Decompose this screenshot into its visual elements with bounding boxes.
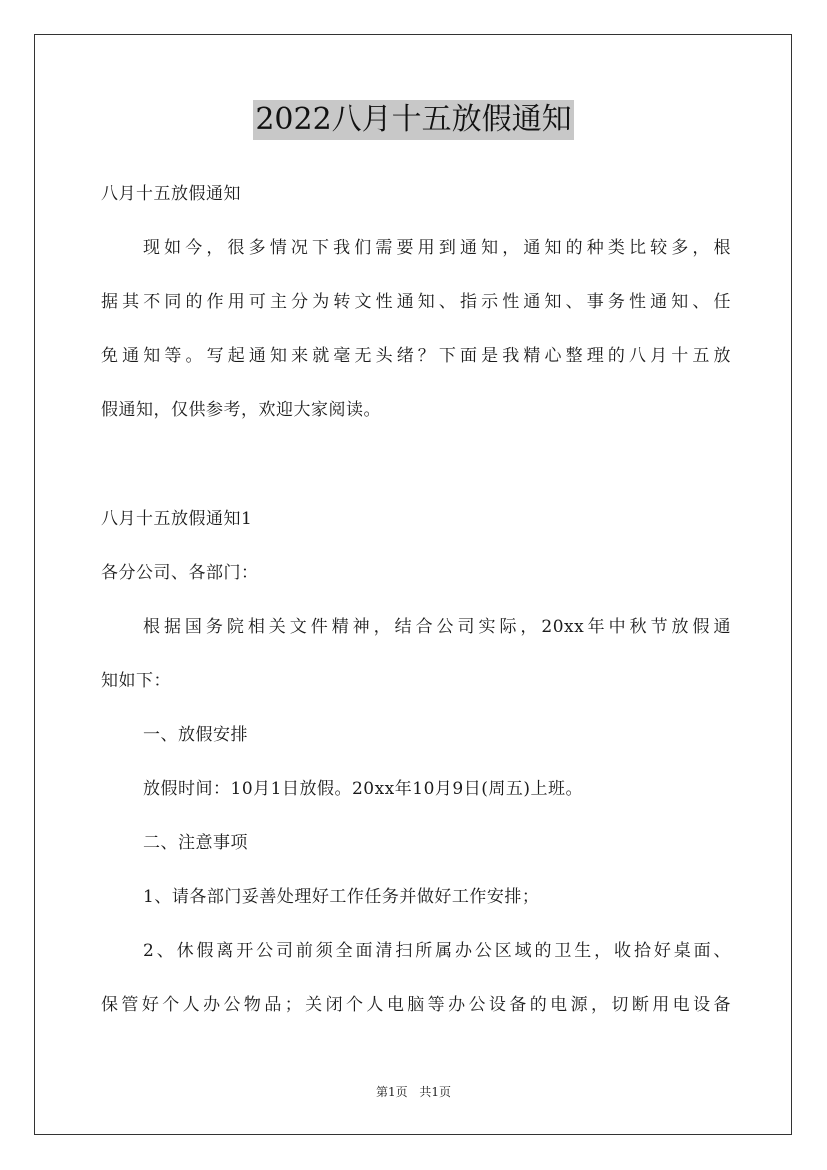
body-line-1: 根据国务院相关文件精神，结合公司实际，20xx年中秋节放假通 [143, 617, 731, 637]
note-item-1: 1、请各部门妥善处理好工作任务并做好工作安排； [143, 887, 540, 907]
holiday-time: 放假时间：10月1日放假。20xx年10月9日(周五)上班。 [143, 779, 583, 799]
document-subtitle: 八月十五放假通知 [101, 184, 241, 204]
heading-arrangement: 一、放假安排 [143, 725, 248, 745]
intro-line-4: 假通知，仅供参考，欢迎大家阅读。 [101, 400, 381, 420]
note-item-2-line-1: 2、休假离开公司前须全面清扫所属办公区域的卫生，收拾好桌面、 [143, 941, 731, 961]
intro-line-1: 现如今，很多情况下我们需要用到通知，通知的种类比较多，根 [143, 238, 731, 258]
heading-notes: 二、注意事项 [143, 833, 248, 853]
note-item-2-line-2: 保管好个人办公物品；关闭个人电脑等办公设备的电源，切断用电设备 [101, 995, 731, 1015]
intro-line-2: 据其不同的作用可主分为转文性通知、指示性通知、事务性通知、任 [101, 292, 731, 312]
body-line-2: 知如下： [101, 671, 171, 691]
intro-line-3: 免通知等。写起通知来就毫无头绪？下面是我精心整理的八月十五放 [101, 346, 731, 366]
page-footer [0, 1084, 827, 1100]
section-heading: 八月十五放假通知1 [101, 509, 253, 529]
page-total: 共1页 [419, 1085, 452, 1099]
salutation: 各分公司、各部门： [101, 563, 259, 583]
title-container [0, 100, 827, 140]
page-number: 第1页 [375, 1085, 408, 1099]
document-title: 2022八月十五放假通知 [253, 100, 573, 140]
